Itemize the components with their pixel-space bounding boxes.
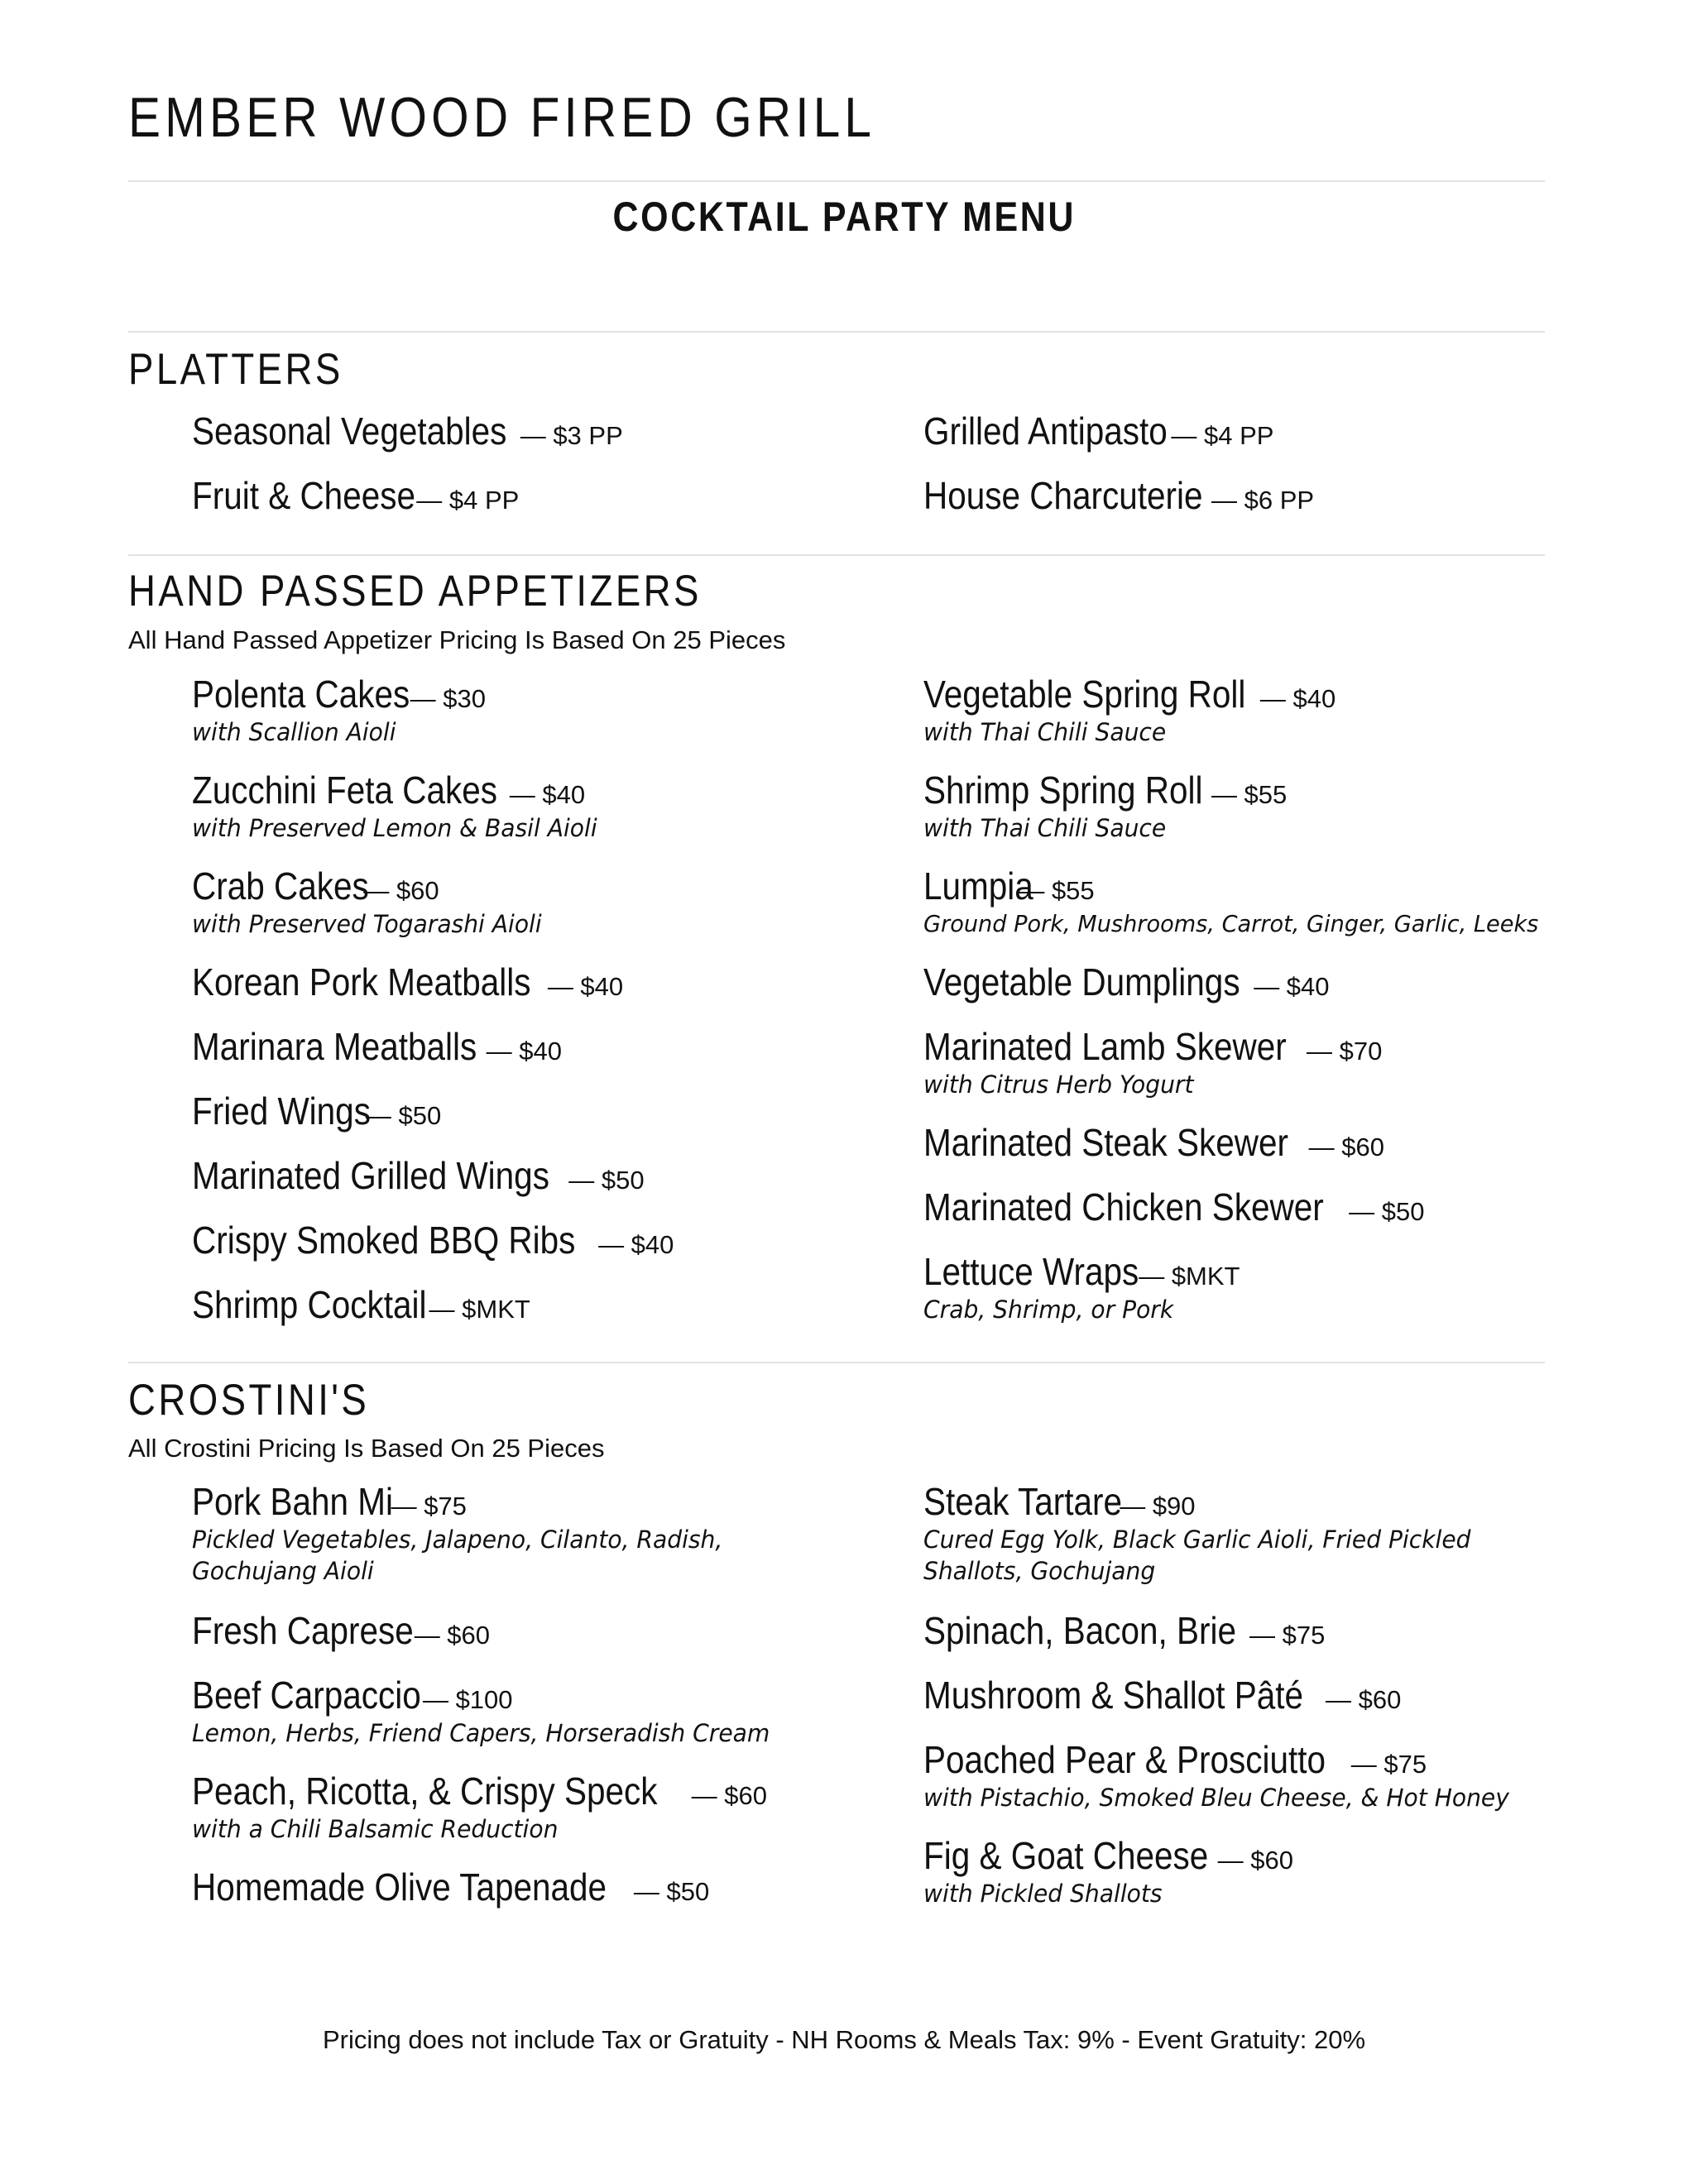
item-name: Fruit & Cheese xyxy=(192,474,415,517)
item-price: — $4 PP xyxy=(416,486,520,515)
section-note-appetizers: All Hand Passed Appetizer Pricing Is Based On 25 Pieces xyxy=(128,625,786,654)
item-name: Fig & Goat Cheese xyxy=(923,1834,1209,1877)
item-description: with Pistachio, Smoked Bleu Cheese, & Hot Honey xyxy=(923,1784,1509,1812)
menu-item xyxy=(923,1185,1652,1236)
menu-item xyxy=(923,410,1652,453)
item-description: with Pickled Shallots xyxy=(923,1880,1163,1908)
item-name: Fresh Caprese xyxy=(192,1609,414,1652)
divider xyxy=(128,554,1545,556)
item-name: Shrimp Cocktail xyxy=(192,1283,427,1326)
item-price: — $40 xyxy=(1259,684,1336,713)
item-description: Pickled Vegetables, Jalapeno, Cilanto, Radish, Gochujang Aioli xyxy=(192,1525,723,1585)
item-description: with a Chili Balsamic Reduction xyxy=(192,1815,559,1843)
section-note-crostini: All Crostini Pricing Is Based On 25 Pieces xyxy=(128,1434,605,1463)
item-name: Spinach, Bacon, Brie xyxy=(923,1609,1237,1652)
menu-item xyxy=(192,1154,920,1205)
item-price: — $4 PP xyxy=(1171,421,1274,450)
item-name: Marinated Lamb Skewer xyxy=(923,1025,1287,1068)
menu-item xyxy=(923,960,1652,1011)
section-heading-platters: PLATTERS xyxy=(128,345,343,394)
item-price: — $100 xyxy=(422,1685,513,1714)
menu-item xyxy=(192,410,920,453)
item-price: — $40 xyxy=(509,780,586,809)
menu-item xyxy=(923,1027,1652,1107)
item-name: House Charcuterie xyxy=(923,474,1203,517)
menu-item xyxy=(192,1609,837,1660)
item-name: Korean Pork Meatballs xyxy=(192,960,531,1003)
item-price: — $40 xyxy=(486,1037,562,1066)
item-name: Vegetable Spring Roll xyxy=(923,673,1246,716)
item-price: — $55 xyxy=(1019,876,1095,905)
item-price: — $40 xyxy=(547,972,624,1001)
menu-item xyxy=(923,675,1652,754)
restaurant-title: EMBER WOOD FIRED GRILL xyxy=(128,86,876,149)
crostini-left-column xyxy=(192,1482,837,1933)
item-price: — $75 xyxy=(1350,1750,1427,1779)
menu-item xyxy=(923,474,1652,517)
menu-item xyxy=(192,960,920,1011)
item-name: Marinated Grilled Wings xyxy=(192,1154,549,1197)
appetizers-left-column xyxy=(192,675,920,1350)
item-name: Zucchini Feta Cakes xyxy=(192,769,497,812)
item-price: — $50 xyxy=(365,1101,442,1130)
platters-left-column xyxy=(192,412,920,531)
item-description: with Scallion Aioli xyxy=(192,718,396,746)
item-description: with Thai Chili Sauce xyxy=(923,718,1167,746)
item-price: — $6 PP xyxy=(1211,486,1315,515)
item-price: — $50 xyxy=(568,1166,645,1195)
divider xyxy=(128,331,1545,333)
menu-item xyxy=(923,771,1652,850)
item-name: Polenta Cakes xyxy=(192,673,410,716)
menu-item xyxy=(923,1738,1652,1820)
item-price: — $MKT xyxy=(1139,1262,1240,1291)
item-name: Crispy Smoked BBQ Ribs xyxy=(192,1219,576,1262)
menu-item xyxy=(923,864,1652,946)
item-price: — $60 xyxy=(1326,1685,1402,1714)
section-heading-crostini: CROSTINI'S xyxy=(128,1376,370,1425)
item-name: Pork Bahn Mi xyxy=(192,1480,393,1523)
item-price: — $30 xyxy=(410,684,486,713)
menu-item xyxy=(192,1221,920,1269)
item-price: — $50 xyxy=(633,1877,710,1906)
menu-item xyxy=(923,1609,1652,1660)
item-name: Marinara Meatballs xyxy=(192,1025,477,1068)
menu-item xyxy=(192,1772,837,1851)
item-description: with Preserved Togarashi Aioli xyxy=(192,910,542,938)
item-name: Vegetable Dumplings xyxy=(923,960,1240,1003)
appetizers-right-column xyxy=(923,675,1652,1348)
item-name: Peach, Ricotta, & Crispy Speck xyxy=(192,1770,658,1813)
item-description: with Preserved Lemon & Basil Aioli xyxy=(192,814,597,842)
menu-item xyxy=(192,1027,920,1075)
menu-item xyxy=(192,675,920,754)
item-price: — $75 xyxy=(1249,1621,1326,1650)
item-price: — $55 xyxy=(1211,780,1288,809)
item-description: with Thai Chili Sauce xyxy=(923,814,1167,842)
item-name: Lettuce Wraps xyxy=(923,1250,1139,1293)
divider xyxy=(128,1362,1545,1363)
section-heading-appetizers: HAND PASSED APPETIZERS xyxy=(128,567,702,615)
item-price: — $60 xyxy=(1217,1846,1293,1875)
item-price: — $3 PP xyxy=(520,421,623,450)
menu-item xyxy=(192,1283,920,1334)
item-name: Marinated Chicken Skewer xyxy=(923,1185,1324,1228)
item-price: — $90 xyxy=(1120,1492,1196,1521)
item-price: — $50 xyxy=(1349,1197,1425,1226)
item-name: Marinated Steak Skewer xyxy=(923,1121,1289,1164)
item-name: Grilled Antipasto xyxy=(923,410,1168,453)
item-name: Steak Tartare xyxy=(923,1480,1123,1523)
item-name: Beef Carpaccio xyxy=(192,1674,421,1717)
item-name: Homemade Olive Tapenade xyxy=(192,1866,607,1909)
menu-item xyxy=(923,1123,1652,1171)
item-price: — $40 xyxy=(1254,972,1330,1001)
menu-item xyxy=(192,864,920,946)
item-price: — $70 xyxy=(1307,1037,1383,1066)
menu-item xyxy=(923,1482,1652,1595)
item-price: — $60 xyxy=(414,1621,491,1650)
item-name: Crab Cakes xyxy=(192,864,369,908)
divider xyxy=(128,180,1545,182)
item-name: Shrimp Spring Roll xyxy=(923,769,1203,812)
menu-item xyxy=(923,1676,1652,1724)
item-name: Mushroom & Shallot Pâté xyxy=(923,1674,1304,1717)
item-price: — $60 xyxy=(1308,1133,1384,1161)
menu-item xyxy=(192,1868,837,1916)
crostini-right-column xyxy=(923,1482,1652,1933)
item-description: Cured Egg Yolk, Black Garlic Aioli, Fried Pickled Shallots, Gochujang xyxy=(923,1525,1471,1585)
item-price: — $MKT xyxy=(429,1295,530,1324)
menu-item xyxy=(192,1676,837,1755)
item-description: Ground Pork, Mushrooms, Carrot, Ginger, Garlic, Leeks xyxy=(923,910,1539,937)
item-description: Lemon, Herbs, Friend Capers, Horseradish Cream xyxy=(192,1719,770,1747)
item-description: Crab, Shrimp, or Pork xyxy=(923,1296,1174,1324)
pricing-footer-note: Pricing does not include Tax or Gratuity - NH Rooms & Meals Tax: 9% - Event Gratuity: 20% xyxy=(322,2025,1366,2054)
item-price: — $75 xyxy=(391,1492,467,1521)
item-price: — $60 xyxy=(363,876,439,905)
item-name: Poached Pear & Prosciutto xyxy=(923,1738,1326,1781)
menu-item xyxy=(192,474,920,517)
item-name: Fried Wings xyxy=(192,1090,371,1133)
menu-subtitle: COCKTAIL PARTY MENU xyxy=(612,194,1076,240)
menu-item xyxy=(192,1092,920,1140)
item-description: with Citrus Herb Yogurt xyxy=(923,1070,1194,1099)
item-name: Lumpia xyxy=(923,864,1033,908)
menu-item xyxy=(192,771,920,850)
menu-item xyxy=(923,1252,1652,1332)
menu-item xyxy=(192,1482,837,1595)
item-name: Seasonal Vegetables xyxy=(192,410,507,453)
platters-right-column xyxy=(923,412,1652,531)
item-price: — $60 xyxy=(691,1781,767,1810)
item-price: — $40 xyxy=(598,1230,674,1259)
menu-item xyxy=(923,1834,1652,1916)
